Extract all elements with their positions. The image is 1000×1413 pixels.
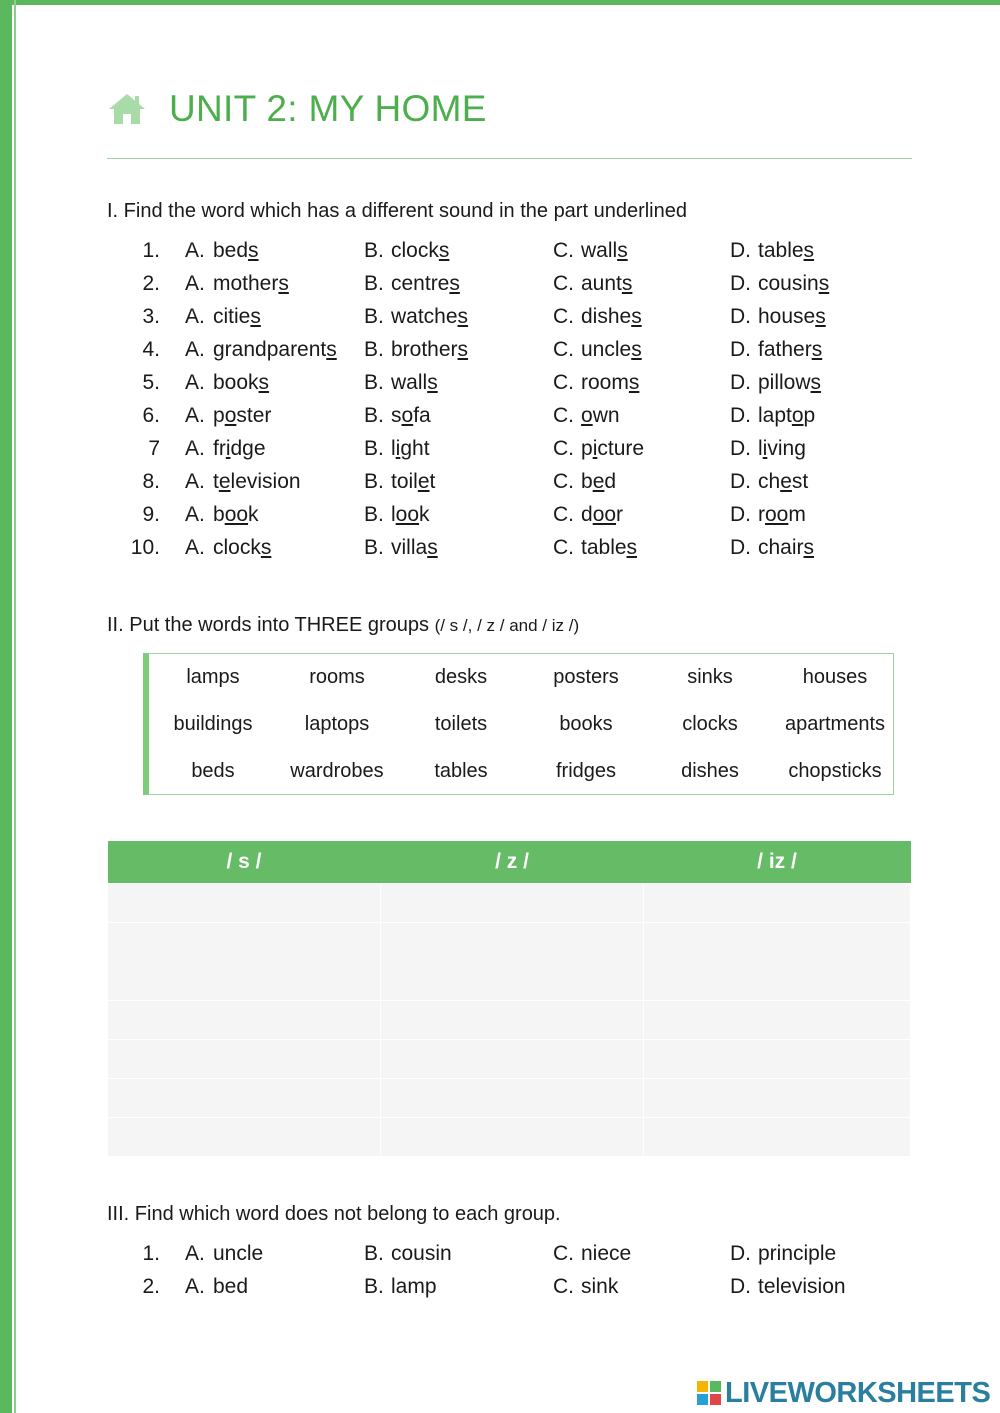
option-b-word: lamp xyxy=(391,1275,437,1298)
option-a-word: poster xyxy=(213,404,272,427)
option-d-word: cousins xyxy=(758,272,830,295)
option-letter: B. xyxy=(364,404,384,427)
option-letter: C. xyxy=(553,536,574,559)
question-row xyxy=(0,1275,1000,1308)
word-bank-word: laptops xyxy=(304,713,370,735)
underlined-sound: s xyxy=(810,371,822,394)
answer-cell-iz[interactable] xyxy=(644,1001,911,1040)
question-row xyxy=(0,503,1000,536)
word-bank-word: clocks xyxy=(682,713,738,735)
option-letter: C. xyxy=(553,305,574,328)
option-d-word: laptop xyxy=(758,404,816,427)
option-b-word: centres xyxy=(391,272,460,295)
underlined-sound: s xyxy=(815,305,826,328)
option-c-word: door xyxy=(581,503,624,526)
underlined-sound: s xyxy=(803,239,815,262)
underlined-sound: s xyxy=(438,239,450,262)
question-number: 2. xyxy=(142,272,160,295)
underlined-sound: s xyxy=(427,371,438,394)
underlined-sound: s xyxy=(449,272,460,295)
table-row xyxy=(108,1079,911,1118)
underlined-sound: o xyxy=(581,404,593,427)
option-letter: A. xyxy=(185,437,205,460)
question-row xyxy=(0,404,1000,437)
underlined-sound: s xyxy=(621,272,633,295)
option-letter: A. xyxy=(185,1275,205,1298)
option-c-word: picture xyxy=(581,437,645,460)
option-letter: D. xyxy=(730,338,751,361)
question-number: 1. xyxy=(142,1242,160,1265)
question-row xyxy=(0,536,1000,569)
left-border xyxy=(0,0,12,1413)
word-bank xyxy=(143,653,894,795)
answer-cell-s[interactable] xyxy=(108,884,381,923)
option-d-word: principle xyxy=(758,1242,837,1265)
underlined-sound: i xyxy=(592,437,598,460)
table-row xyxy=(108,884,911,923)
question-number: 3. xyxy=(142,305,160,328)
option-letter: B. xyxy=(364,536,384,559)
answer-cell-s[interactable] xyxy=(108,1118,381,1157)
answer-cell-iz[interactable] xyxy=(644,884,911,923)
underlined-sound: e xyxy=(218,470,231,493)
underlined-sound: s xyxy=(818,272,830,295)
option-c-word: sink xyxy=(581,1275,619,1298)
option-d-word: pillows xyxy=(758,371,822,394)
underlined-sound: s xyxy=(248,239,259,262)
underlined-sound: s xyxy=(631,338,642,361)
word-bank-word: tables xyxy=(434,760,488,782)
option-letter: B. xyxy=(364,338,384,361)
option-letter: B. xyxy=(364,239,384,262)
option-letter: A. xyxy=(185,1242,205,1265)
option-c-word: uncles xyxy=(581,338,642,361)
option-b-word: brothers xyxy=(391,338,469,361)
underlined-sound: oo xyxy=(395,503,420,526)
option-letter: B. xyxy=(364,1275,384,1298)
option-d-word: television xyxy=(758,1275,846,1298)
header-z: / z / xyxy=(381,841,644,884)
option-letter: D. xyxy=(730,437,751,460)
option-c-word: niece xyxy=(581,1242,632,1265)
question-number: 9. xyxy=(142,503,160,526)
option-letter: A. xyxy=(185,371,205,394)
underlined-sound: i xyxy=(762,437,768,460)
underlined-sound: o xyxy=(224,404,237,427)
section-1-questions xyxy=(0,239,1000,569)
option-a-word: television xyxy=(213,470,301,493)
option-letter: B. xyxy=(364,272,384,295)
underlined-sound: s xyxy=(326,338,337,361)
option-d-word: chairs xyxy=(758,536,815,559)
option-letter: C. xyxy=(553,371,574,394)
option-letter: C. xyxy=(553,272,574,295)
section-2-heading xyxy=(107,614,579,637)
answer-cell-s[interactable] xyxy=(108,1040,381,1079)
word-bank-word: posters xyxy=(553,666,619,688)
option-letter: C. xyxy=(553,404,574,427)
word-bank-row xyxy=(149,713,894,743)
word-bank-word: dishes xyxy=(681,760,739,782)
underlined-sound: s xyxy=(260,536,272,559)
underlined-sound: s xyxy=(427,536,438,559)
word-bank-word: buildings xyxy=(173,713,253,735)
option-letter: D. xyxy=(730,536,751,559)
option-c-word: bed xyxy=(581,470,617,493)
option-letter: D. xyxy=(730,503,751,526)
question-row xyxy=(0,1242,1000,1275)
option-letter: A. xyxy=(185,470,205,493)
underlined-sound: s xyxy=(626,536,638,559)
option-a-word: grandparents xyxy=(213,338,337,361)
underlined-sound: s xyxy=(278,272,289,295)
option-c-word: aunts xyxy=(581,272,633,295)
option-letter: A. xyxy=(185,338,205,361)
answer-cell-iz[interactable] xyxy=(644,1040,911,1079)
option-letter: D. xyxy=(730,239,751,262)
question-row xyxy=(0,272,1000,305)
liveworksheets-logo-icon xyxy=(697,1381,721,1405)
underlined-sound: s xyxy=(631,305,642,328)
option-letter: A. xyxy=(185,404,205,427)
option-letter: C. xyxy=(553,1275,574,1298)
table-row xyxy=(108,1001,911,1040)
answer-cell-iz[interactable] xyxy=(644,1079,911,1118)
underlined-sound: e xyxy=(780,470,792,493)
word-bank-word: books xyxy=(559,713,613,735)
answer-cell-z[interactable] xyxy=(381,1001,644,1040)
option-letter: B. xyxy=(364,437,384,460)
question-number: 4. xyxy=(142,338,160,361)
underlined-sound: s xyxy=(803,536,815,559)
word-bank-word: beds xyxy=(191,760,235,782)
option-letter: C. xyxy=(553,437,574,460)
option-letter: C. xyxy=(553,338,574,361)
option-letter: B. xyxy=(364,305,384,328)
option-letter: C. xyxy=(553,1242,574,1265)
option-a-word: uncle xyxy=(213,1242,264,1265)
option-letter: D. xyxy=(730,404,751,427)
underlined-sound: s xyxy=(457,338,469,361)
option-d-word: houses xyxy=(758,305,826,328)
word-bank-word: houses xyxy=(802,666,868,688)
word-bank-word: chopsticks xyxy=(788,760,882,782)
word-bank-word: desks xyxy=(434,666,488,688)
question-number: 1. xyxy=(142,239,160,262)
option-b-word: toilet xyxy=(391,470,436,493)
answer-cell-z[interactable] xyxy=(381,923,644,1001)
option-letter: B. xyxy=(364,371,384,394)
word-bank-word: fridges xyxy=(555,760,617,782)
title-divider xyxy=(107,158,912,159)
option-c-word: walls xyxy=(581,239,628,262)
table-row xyxy=(108,1040,911,1079)
underlined-sound: oo xyxy=(224,503,249,526)
option-a-word: fridge xyxy=(213,437,266,460)
word-bank-word: toilets xyxy=(434,713,488,735)
section-2-heading-groups: (/ s /, / z / and / iz /) xyxy=(434,616,580,635)
word-bank-word: wardrobes xyxy=(290,760,384,782)
question-number: 2. xyxy=(142,1275,160,1298)
title-row xyxy=(107,86,487,132)
brand-name: LIVEWORKSHEETS xyxy=(725,1376,991,1409)
answer-cell-z[interactable] xyxy=(381,1118,644,1157)
underlined-sound: i xyxy=(395,437,401,460)
option-letter: D. xyxy=(730,371,751,394)
word-bank-word: lamps xyxy=(186,666,240,688)
underlined-sound: s xyxy=(457,305,469,328)
option-letter: C. xyxy=(553,470,574,493)
option-c-word: dishes xyxy=(581,305,642,328)
word-bank-word: sinks xyxy=(687,666,733,688)
question-number: 5. xyxy=(142,371,160,394)
underlined-sound: e xyxy=(417,470,430,493)
answer-cell-iz[interactable] xyxy=(644,1118,911,1157)
option-letter: D. xyxy=(730,470,751,493)
underlined-sound: oo xyxy=(592,503,617,526)
section-3-heading: III. Find which word does not belong to each group. xyxy=(107,1203,561,1225)
option-letter: A. xyxy=(185,239,205,262)
question-row xyxy=(0,437,1000,470)
option-b-word: villas xyxy=(391,536,438,559)
answer-cell-s[interactable] xyxy=(108,923,381,1001)
option-letter: D. xyxy=(730,1242,751,1265)
option-letter: D. xyxy=(730,272,751,295)
option-d-word: living xyxy=(758,437,806,460)
answer-cell-s[interactable] xyxy=(108,1079,381,1118)
underlined-sound: s xyxy=(617,239,628,262)
option-letter: A. xyxy=(185,536,205,559)
option-b-word: cousin xyxy=(391,1242,452,1265)
option-letter: D. xyxy=(730,1275,751,1298)
table-row xyxy=(108,1118,911,1157)
option-a-word: cities xyxy=(213,305,261,328)
answer-cell-z[interactable] xyxy=(381,1040,644,1079)
answer-cell-s[interactable] xyxy=(108,1001,381,1040)
option-a-word: beds xyxy=(213,239,259,262)
underlined-sound: s xyxy=(250,305,261,328)
option-b-word: clocks xyxy=(391,239,450,262)
option-b-word: look xyxy=(391,503,430,526)
table-header-row xyxy=(108,841,911,884)
word-bank-row xyxy=(149,760,894,790)
option-b-word: walls xyxy=(391,371,438,394)
option-letter: A. xyxy=(185,503,205,526)
sound-groups-table xyxy=(107,841,911,1157)
word-bank-row xyxy=(149,666,894,696)
question-number: 7 xyxy=(148,437,160,460)
question-number: 6. xyxy=(142,404,160,427)
option-letter: C. xyxy=(553,239,574,262)
underlined-sound: e xyxy=(592,470,605,493)
option-d-word: chest xyxy=(758,470,809,493)
option-b-word: watches xyxy=(391,305,469,328)
option-letter: B. xyxy=(364,1242,384,1265)
option-b-word: sofa xyxy=(391,404,431,427)
option-d-word: fathers xyxy=(758,338,823,361)
option-letter: A. xyxy=(185,305,205,328)
underlined-sound: o xyxy=(791,404,804,427)
option-d-word: room xyxy=(758,503,806,526)
word-bank-word: rooms xyxy=(309,666,365,688)
option-letter: A. xyxy=(185,272,205,295)
option-letter: C. xyxy=(553,503,574,526)
option-c-word: own xyxy=(581,404,620,427)
liveworksheets-brand xyxy=(697,1377,990,1409)
option-a-word: mothers xyxy=(213,272,289,295)
section-2-heading-text: II. Put the words into THREE groups xyxy=(107,614,430,636)
option-letter: D. xyxy=(730,305,751,328)
top-border xyxy=(0,0,1000,5)
section-3-questions xyxy=(0,1242,1000,1308)
table-row xyxy=(108,923,911,1001)
option-letter: B. xyxy=(364,470,384,493)
answer-cell-iz[interactable] xyxy=(644,923,911,1001)
question-row xyxy=(0,371,1000,404)
underlined-sound: i xyxy=(225,437,231,460)
home-icon xyxy=(107,92,147,126)
question-row xyxy=(0,239,1000,272)
option-c-word: tables xyxy=(581,536,638,559)
option-a-word: clocks xyxy=(213,536,272,559)
option-a-word: bed xyxy=(213,1275,249,1298)
header-s: / s / xyxy=(108,841,381,884)
option-letter: B. xyxy=(364,503,384,526)
option-c-word: rooms xyxy=(581,371,640,394)
question-row xyxy=(0,338,1000,371)
underlined-sound: s xyxy=(628,371,640,394)
question-number: 10. xyxy=(130,536,160,559)
answer-cell-z[interactable] xyxy=(381,884,644,923)
page-title: UNIT 2: MY HOME xyxy=(169,88,487,129)
word-bank-word: apartments xyxy=(784,713,886,735)
underlined-sound: o xyxy=(401,404,414,427)
underlined-sound: s xyxy=(811,338,823,361)
option-d-word: tables xyxy=(758,239,815,262)
option-a-word: books xyxy=(213,371,270,394)
option-a-word: book xyxy=(213,503,259,526)
question-row xyxy=(0,470,1000,503)
question-number: 8. xyxy=(142,470,160,493)
question-row xyxy=(0,305,1000,338)
underlined-sound: s xyxy=(258,371,270,394)
section-1-heading: I. Find the word which has a different sound in the part underlined xyxy=(107,200,687,222)
option-b-word: light xyxy=(391,437,430,460)
header-iz: / iz / xyxy=(644,841,911,884)
underlined-sound: oo xyxy=(765,503,789,526)
answer-cell-z[interactable] xyxy=(381,1079,644,1118)
